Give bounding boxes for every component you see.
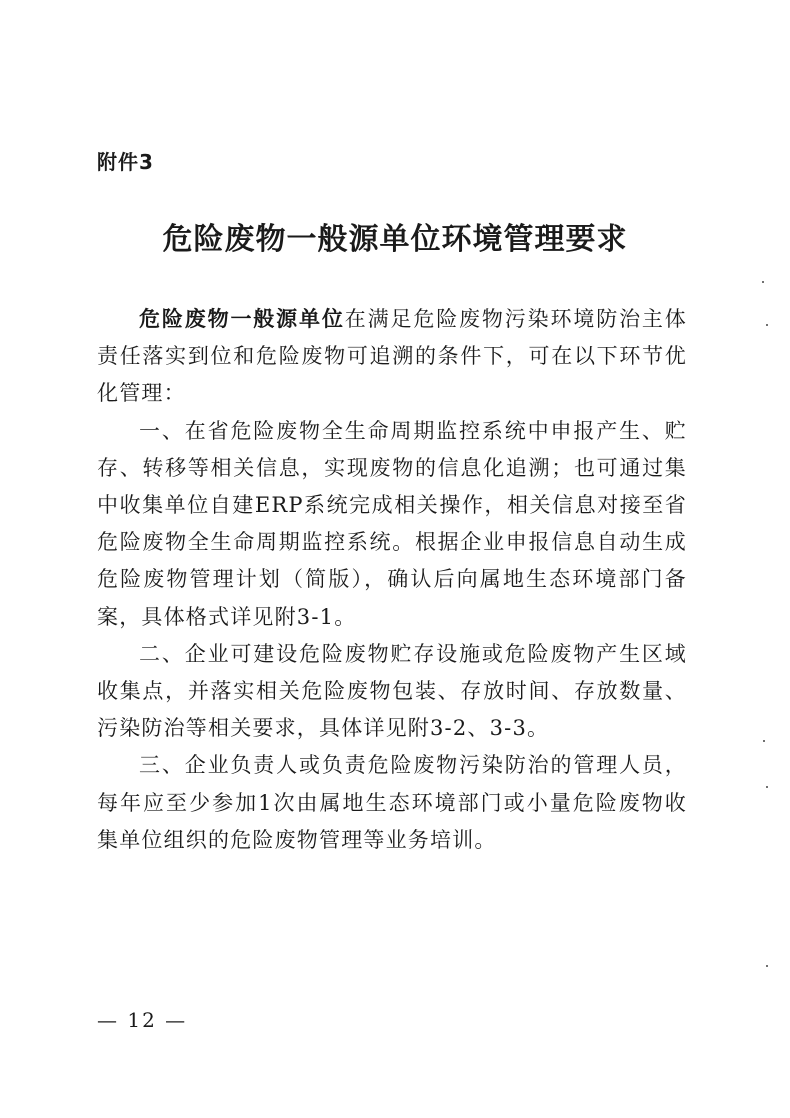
scan-speck [762, 281, 764, 283]
scan-speck [766, 965, 768, 967]
scan-speck [763, 740, 765, 742]
paragraph-intro [97, 300, 687, 413]
page-number: — 12 — [97, 1008, 188, 1032]
attachment-label: 附件3 [97, 150, 154, 174]
scan-speck [766, 786, 768, 788]
intro-bold-term: 危险废物一般源单位 [139, 306, 345, 331]
paragraph-item-2: 二、企业可建设危险废物贮存设施或危险废物产生区域收集点，并落实相关危险废物包装、存放时间、存放数量、污染防治等相关要求，具体详见附3-2、3-3。 [97, 641, 687, 741]
paragraph-item-1: 一、在省危险废物全生命周期监控系统中申报产生、贮存、转移等相关信息，实现废物的信息化追溯；也可通过集中收集单位自建ERP系统完成相关操作，相关信息对接至省危险废物全生命周期监控系统。根据企业申报信息自动生成危险废物管理计划（简版），确认后向属地生态环境部门备案，具体格式详见附3-1。 [97, 418, 687, 629]
scan-speck [766, 324, 768, 326]
intro-text: 在满足危险废物污染环境防治主体责任落实到位和危险废物可追溯的条件下，可在以下环节优化管理： [97, 307, 687, 406]
paragraph-item-3: 三、企业负责人或负责危险废物污染防治的管理人员，每年应至少参加1次由属地生态环境部门或小量危险废物收集单位组织的危险废物管理等业务培训。 [97, 753, 687, 852]
document-body [97, 300, 687, 859]
document-title: 危险废物一般源单位环境管理要求 [162, 222, 628, 257]
